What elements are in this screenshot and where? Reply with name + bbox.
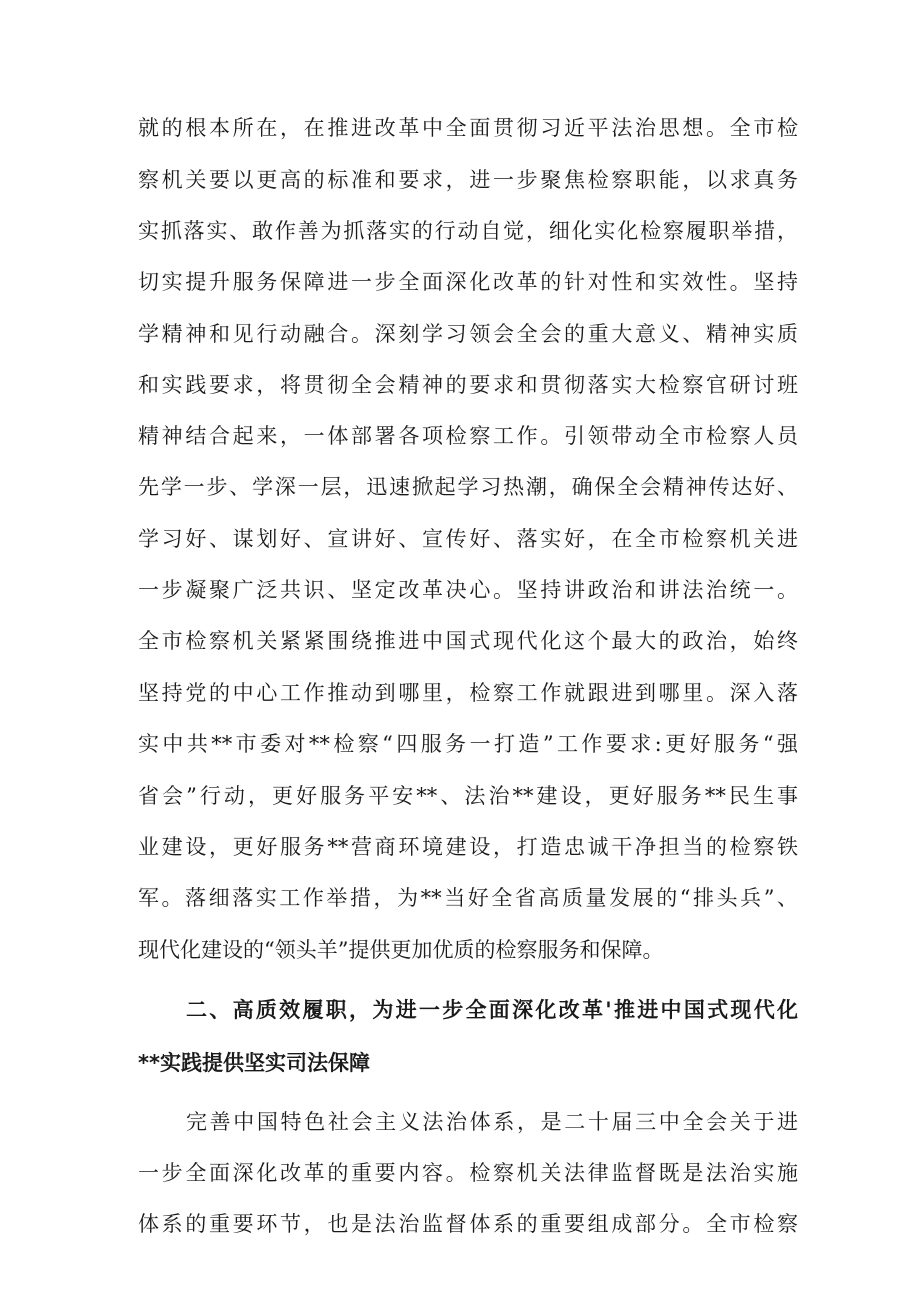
paragraph-1-line: 坚持党的中心工作推动到哪里，检察工作就跟进到哪里。深入落 — [138, 681, 798, 705]
paragraph-1-line: 学习好、谋划好、宣讲好、宣传好、落实好，在全市检察机关进 — [138, 527, 798, 551]
paragraph-1-line: 一步凝聚广泛共识、坚定改革决心。坚持讲政治和讲法治统一。 — [138, 578, 798, 602]
paragraph-1-line: 现代化建设的“领头羊”提供更加优质的检察服务和保障。 — [138, 938, 664, 962]
section-heading: 二、高质效履职，为进一步全面深化改革'推进中国式现代化 — [186, 998, 798, 1022]
paragraph-1-line: 先学一步、学深一层，迅速掀起学习热潮，确保全会精神传达好、 — [138, 475, 798, 499]
paragraph-1-line: 实抓落实、敢作善为抓落实的行动自觉，细化实化检察履职举措， — [138, 219, 798, 243]
paragraph-1-line: 实中共**市委对**检察“四服务一打造”工作要求:更好服务“强 — [138, 732, 798, 756]
paragraph-1-line: 和实践要求，将贯彻全会精神的要求和贯彻落实大检察官研讨班 — [138, 373, 798, 397]
paragraph-1-line: 精神结合起来，一体部署各项检察工作。引领带动全市检察人员 — [138, 424, 798, 448]
paragraph-1-line: 军。落细落实工作举措，为**当好全省高质量发展的“排头兵”、 — [138, 886, 798, 910]
paragraph-1-line: 全市检察机关紧紧围绕推进中国式现代化这个最大的政治，始终 — [138, 629, 798, 653]
paragraph-1-line: 就的根本所在，在推进改革中全面贯彻习近平法治思想。全市检 — [138, 116, 798, 140]
section-heading: **实践提供坚实司法保障 — [138, 1051, 370, 1075]
paragraph-2-line: 完善中国特色社会主义法治体系，是二十届三中全会关于进 — [186, 1110, 798, 1134]
paragraph-1-line: 省会”行动，更好服务平安**、法治**建设，更好服务**民生事 — [138, 784, 798, 808]
paragraph-1-line: 学精神和见行动融合。深刻学习领会全会的重大意义、精神实质 — [138, 322, 798, 346]
paragraph-2-line: 一步全面深化改革的重要内容。检察机关法律监督既是法治实施 — [138, 1161, 798, 1185]
paragraph-2-line: 体系的重要环节，也是法治监督体系的重要组成部分。全市检察 — [138, 1212, 798, 1236]
paragraph-1-line: 切实提升服务保障进一步全面深化改革的针对性和实效性。坚持 — [138, 270, 798, 294]
paragraph-1-line: 业建设，更好服务**营商环境建设，打造忠诚干净担当的检察铁 — [138, 835, 798, 859]
paragraph-1-line: 察机关要以更高的标准和要求，进一步聚焦检察职能，以求真务 — [138, 168, 798, 192]
